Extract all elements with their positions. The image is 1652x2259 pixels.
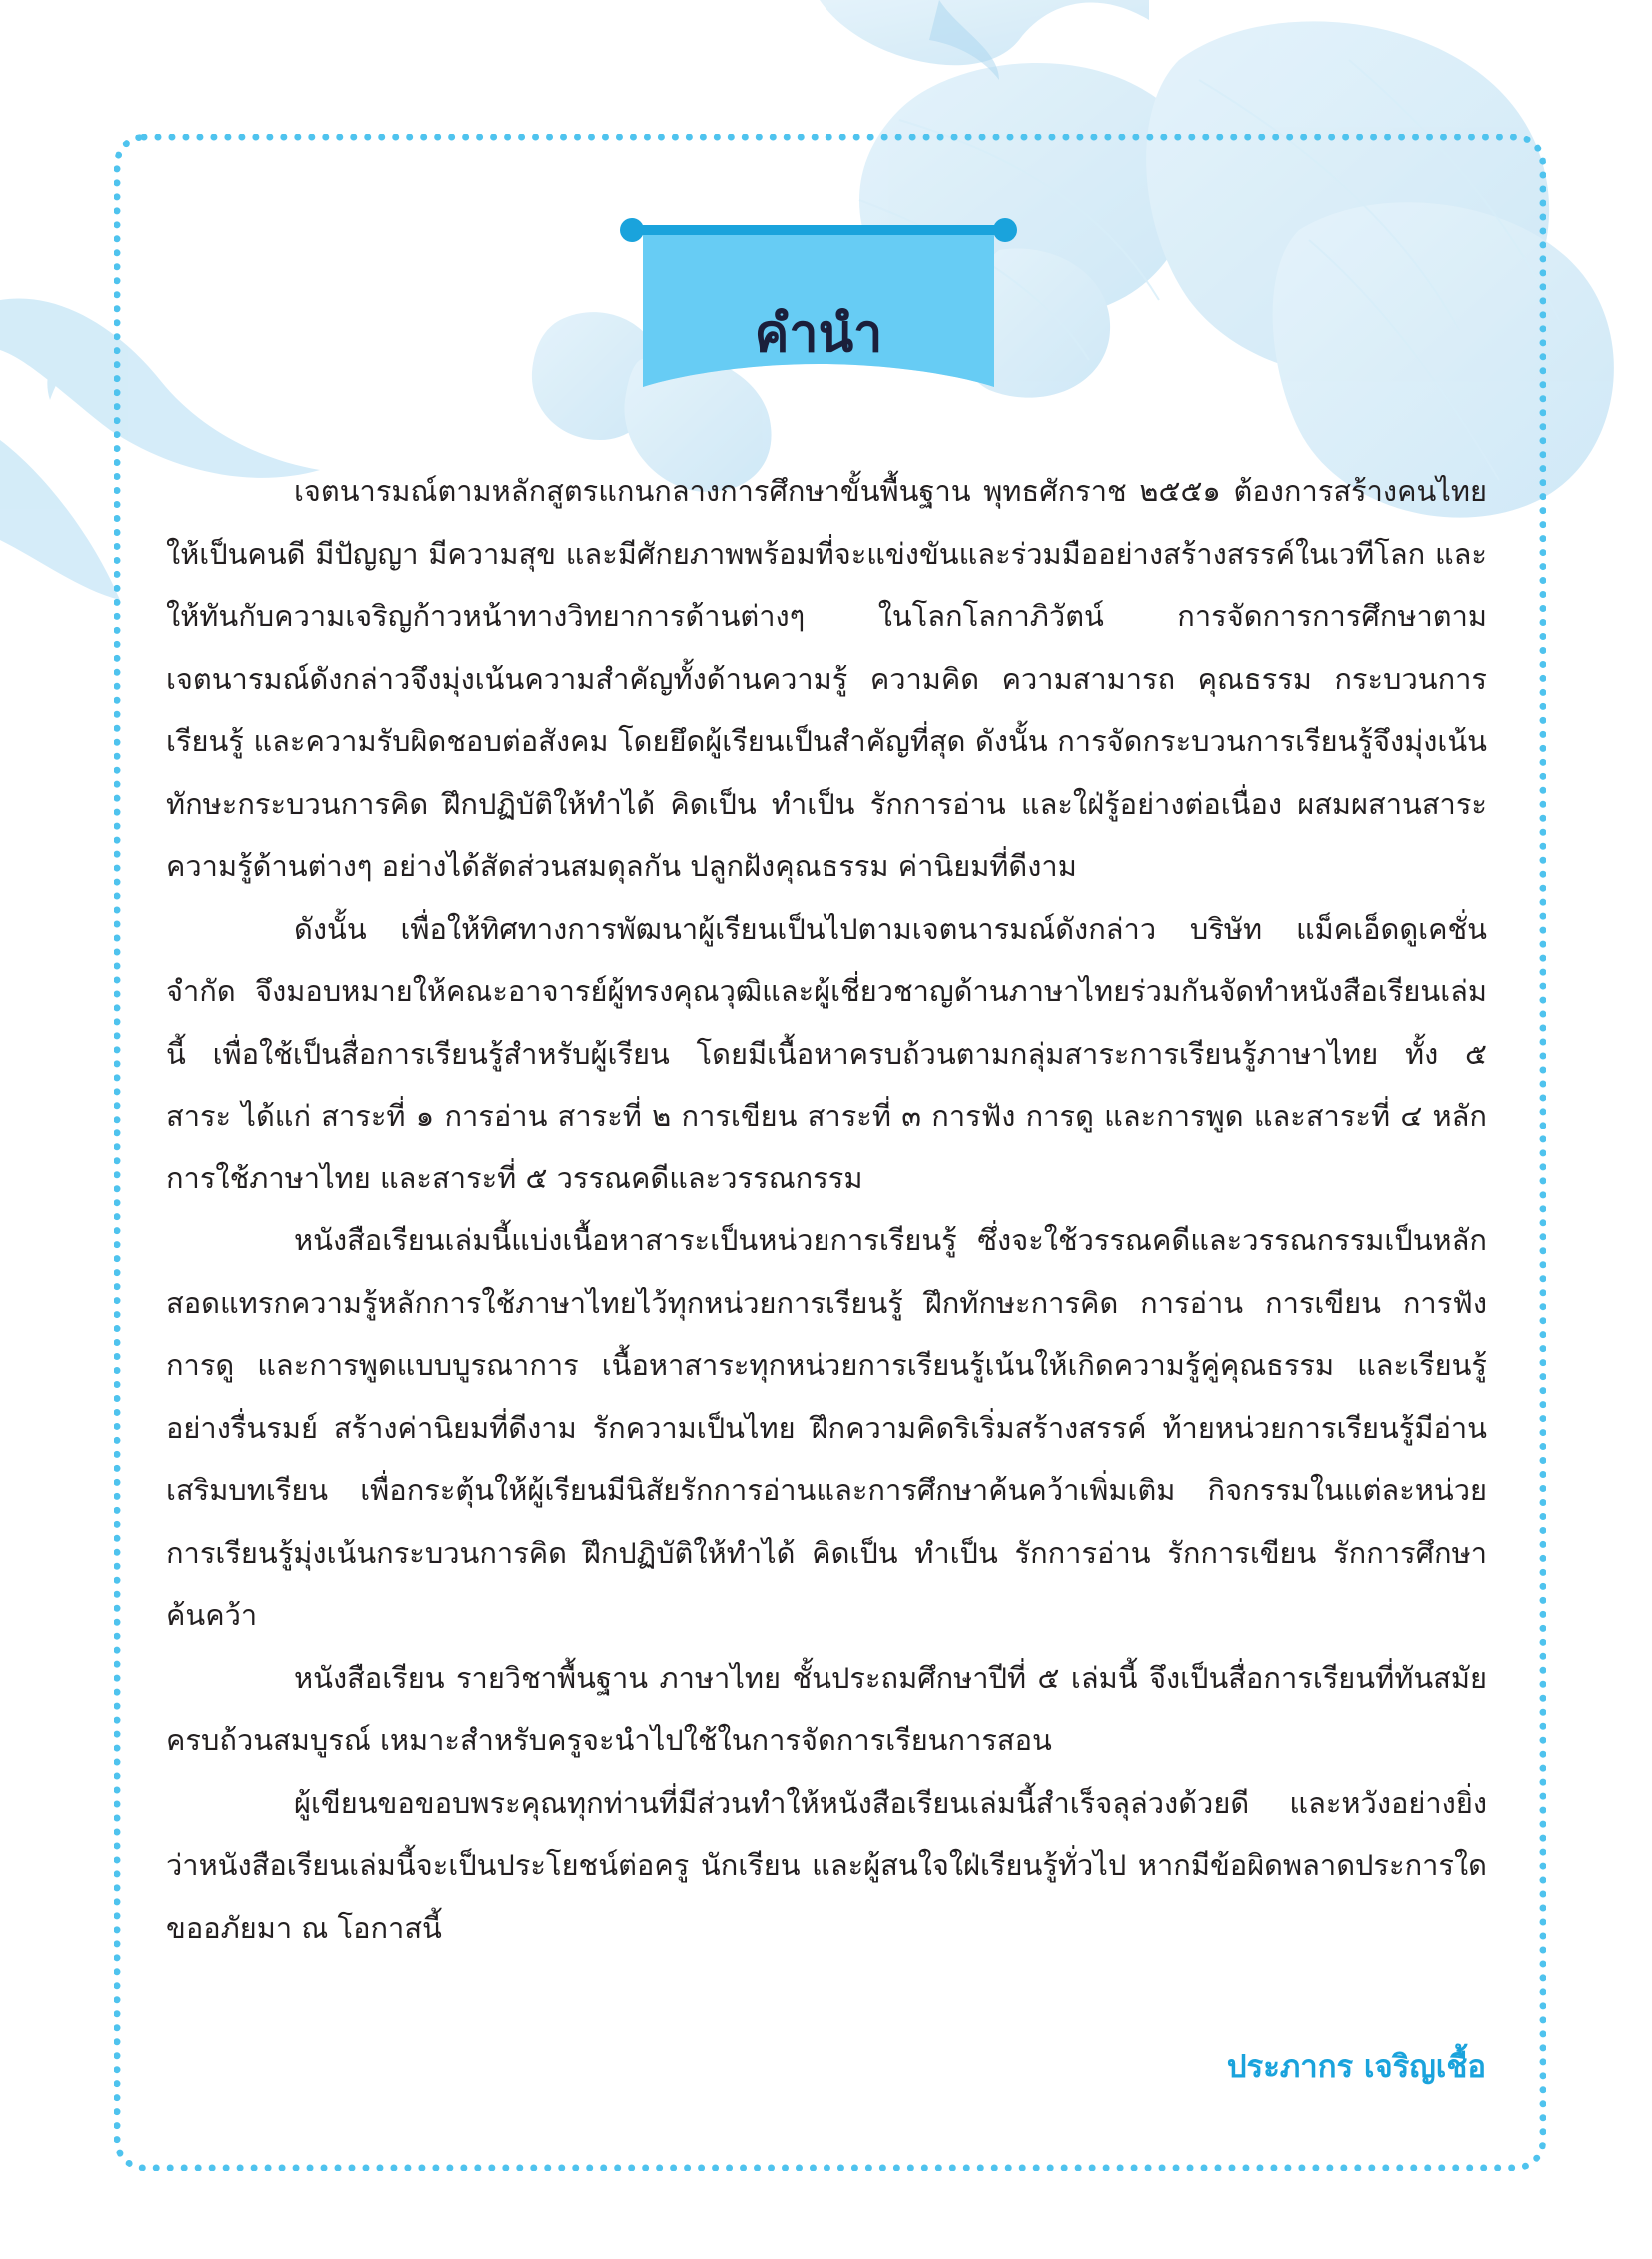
author-signature: ประภากร เจริญเชื้อ bbox=[1226, 2049, 1486, 2085]
paragraph: ผู้เขียนขอขอบพระคุณทุกท่านที่มีส่วนทำให้หนังสือเรียนเล่มนี้สำเร็จลุล่วงด้วยดี และหวังอย่างยิ่งว่าหนังสือเรียนเล่มนี้จะเป็นประโยชน์ต่อครู นักเรียน และผู้สนใจใฝ่เรียนรู้ทั่วไป หากมีข้อผิดพลาดประการใด ขออภัยมา ณ โอกาสนี้ bbox=[166, 1785, 1487, 1945]
paragraph: ดังนั้น เพื่อให้ทิศทางการพัฒนาผู้เรียนเป็นไปตามเจตนารมณ์ดังกล่าว บริษัท แม็คเอ็ดดูเคชั่น จำกัด จึงมอบหมายให้คณะอาจารย์ผู้ทรงคุณวุฒิและผู้เชี่ยวชาญด้านภาษาไทยร่วมกันจัดทำหนังสือเรียนเล่มนี้ เพื่อใช้เป็นสื่อการเรียนรู้สำหรับผู้เรียน โดยมีเนื้อหาครบถ้วนตามกลุ่มสาระการเรียนรู้ภาษาไทย ทั้ง ๕ สาระ ได้แก่ สาระที่ ๑ การอ่าน สาระที่ ๒ การเขียน สาระที่ ๓ การฟัง การดู และการพูด และสาระที่ ๔ หลักการใช้ภาษาไทย และสาระที่ ๕ วรรณคดีและวรรณกรรม bbox=[166, 911, 1487, 1195]
paragraph: เจตนารมณ์ตามหลักสูตรแกนกลางการศึกษาขั้นพื้นฐาน พุทธศักราช ๒๕๕๑ ต้องการสร้างคนไทยให้เป็นคนดี มีปัญญา มีความสุข และมีศักยภาพพร้อมที่จะแข่งขันและร่วมมืออย่างสร้างสรรค์ในเวทีโลก และให้ทันกับความเจริญก้าวหน้าทางวิทยาการด้านต่างๆ ในโลกโลกาภิวัตน์ การจัดการการศึกษาตามเจตนารมณ์ดังกล่าวจึงมุ่งเน้นความสำคัญทั้งด้านความรู้ ความคิด ความสามารถ คุณธรรม กระบวนการเรียนรู้ และความรับผิดชอบต่อสังคม โดยยึดผู้เรียนเป็นสำคัญที่สุด ดังนั้น การจัดกระบวนการเรียนรู้จึงมุ่งเน้นทักษะกระบวนการคิด ฝึกปฏิบัติให้ทำได้ คิดเป็น ทำเป็น รักการอ่าน และใฝ่รู้อย่างต่อเนื่อง ผสมผสานสาระความรู้ด้านต่างๆ อย่างได้สัดส่วนสมดุลกัน ปลูกฝังคุณธรรม ค่านิยมที่ดีงาม bbox=[166, 474, 1487, 883]
page-title: คำนำ bbox=[754, 303, 883, 364]
paragraph: หนังสือเรียนเล่มนี้แบ่งเนื้อหาสาระเป็นหน่วยการเรียนรู้ ซึ่งจะใช้วรรณคดีและวรรณกรรมเป็นหลัก สอดแทรกความรู้หลักการใช้ภาษาไทยไว้ทุกหน่วยการเรียนรู้ ฝึกทักษะการคิด การอ่าน การเขียน การฟัง การดู และการพูดแบบบูรณาการ เนื้อหาสาระทุกหน่วยการเรียนรู้เน้นให้เกิดความรู้คู่คุณธรรม และเรียนรู้อย่างรื่นรมย์ สร้างค่านิยมที่ดีงาม รักความเป็นไทย ฝึกความคิดริเริ่มสร้างสรรค์ ท้ายหน่วยการเรียนรู้มีอ่านเสริมบทเรียน เพื่อกระตุ้นให้ผู้เรียนมีนิสัยรักการอ่านและการศึกษาค้นคว้าเพิ่มเติม กิจกรรมในแต่ละหน่วยการเรียนรู้มุ่งเน้นกระบวนการคิด ฝึกปฏิบัติให้ทำได้ คิดเป็น ทำเป็น รักการอ่าน รักการเขียน รักการศึกษาค้นคว้า bbox=[166, 1223, 1487, 1632]
title-banner bbox=[618, 212, 1019, 402]
preface-body bbox=[166, 460, 1487, 1959]
paragraph: หนังสือเรียน รายวิชาพื้นฐาน ภาษาไทย ชั้นประถมศึกษาปีที่ ๕ เล่มนี้ จึงเป็นสื่อการเรียนที่ทันสมัยครบถ้วนสมบูรณ์ เหมาะสำหรับครูจะนำไปใช้ในการจัดการเรียนการสอน bbox=[166, 1660, 1487, 1757]
